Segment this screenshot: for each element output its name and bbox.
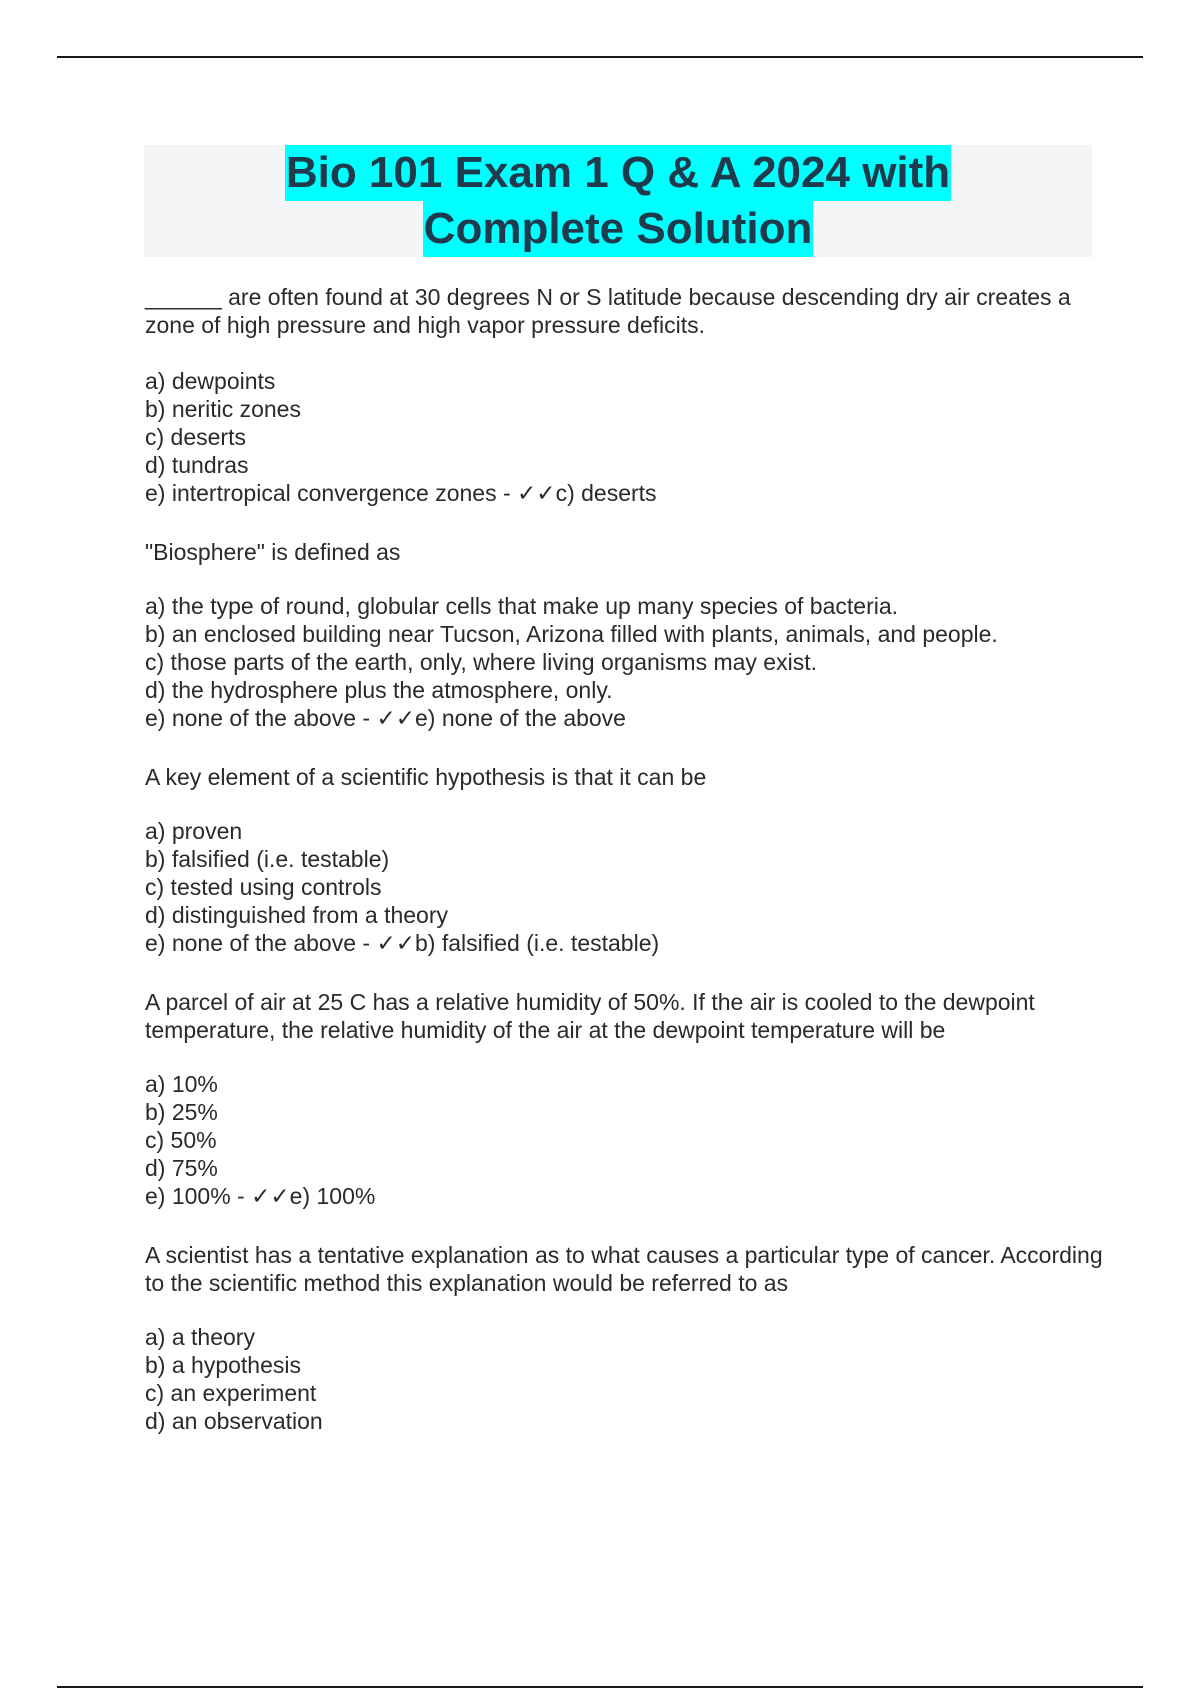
title-banner <box>144 145 1092 257</box>
question-1 <box>145 283 1105 507</box>
option: d) an observation <box>145 1408 323 1434</box>
document-title-line-1: Bio 101 Exam 1 Q & A 2024 with <box>285 145 951 201</box>
option: b) falsified (i.e. testable) <box>145 846 390 872</box>
option: c) those parts of the earth, only, where living organisms may exist. <box>145 649 817 675</box>
answer-option: e) intertropical convergence zones - ✓✓c) deserts <box>145 480 657 506</box>
option: c) deserts <box>145 424 246 450</box>
option: d) 75% <box>145 1155 218 1181</box>
answer-option: e) 100% - ✓✓e) 100% <box>145 1183 376 1209</box>
option: c) tested using controls <box>145 874 382 900</box>
question-3 <box>145 763 1105 957</box>
question-2 <box>145 538 1105 732</box>
option: a) dewpoints <box>145 368 276 394</box>
question-text: A key element of a scientific hypothesis is that it can be <box>145 764 707 790</box>
option: a) the type of round, globular cells that make up many species of bacteria. <box>145 593 899 619</box>
question-text: A parcel of air at 25 C has a relative humidity of 50%. If the air is cooled to the dewpoint temperature, the relative humidity of the air at the dewpoint temperature will be <box>145 989 1035 1043</box>
option: b) a hypothesis <box>145 1352 301 1378</box>
question-text: "Biosphere" is defined as <box>145 539 401 565</box>
question-5 <box>145 1241 1105 1435</box>
question-text: ______ are often found at 30 degrees N or S latitude because descending dry air creates a zone of high pressure and high vapor pressure deficits. <box>145 284 1071 338</box>
bottom-rule <box>57 1686 1143 1688</box>
question-text: A scientist has a tentative explanation as to what causes a particular type of cancer. According to the scientific method this explanation would be referred to as <box>145 1242 1103 1296</box>
option: b) 25% <box>145 1099 218 1125</box>
option: a) proven <box>145 818 243 844</box>
answer-option: e) none of the above - ✓✓e) none of the above <box>145 705 626 731</box>
option: b) neritic zones <box>145 396 301 422</box>
option: d) tundras <box>145 452 249 478</box>
top-rule <box>57 56 1143 58</box>
option: d) distinguished from a theory <box>145 902 448 928</box>
question-4 <box>145 988 1105 1210</box>
option: a) 10% <box>145 1071 218 1097</box>
question-list <box>145 283 1105 1466</box>
answer-option: e) none of the above - ✓✓b) falsified (i.e. testable) <box>145 930 660 956</box>
option: c) 50% <box>145 1127 217 1153</box>
option: c) an experiment <box>145 1380 317 1406</box>
option: a) a theory <box>145 1324 255 1350</box>
document-title-line-2: Complete Solution <box>423 201 814 257</box>
option: b) an enclosed building near Tucson, Arizona filled with plants, animals, and people. <box>145 621 998 647</box>
option: d) the hydrosphere plus the atmosphere, only. <box>145 677 613 703</box>
